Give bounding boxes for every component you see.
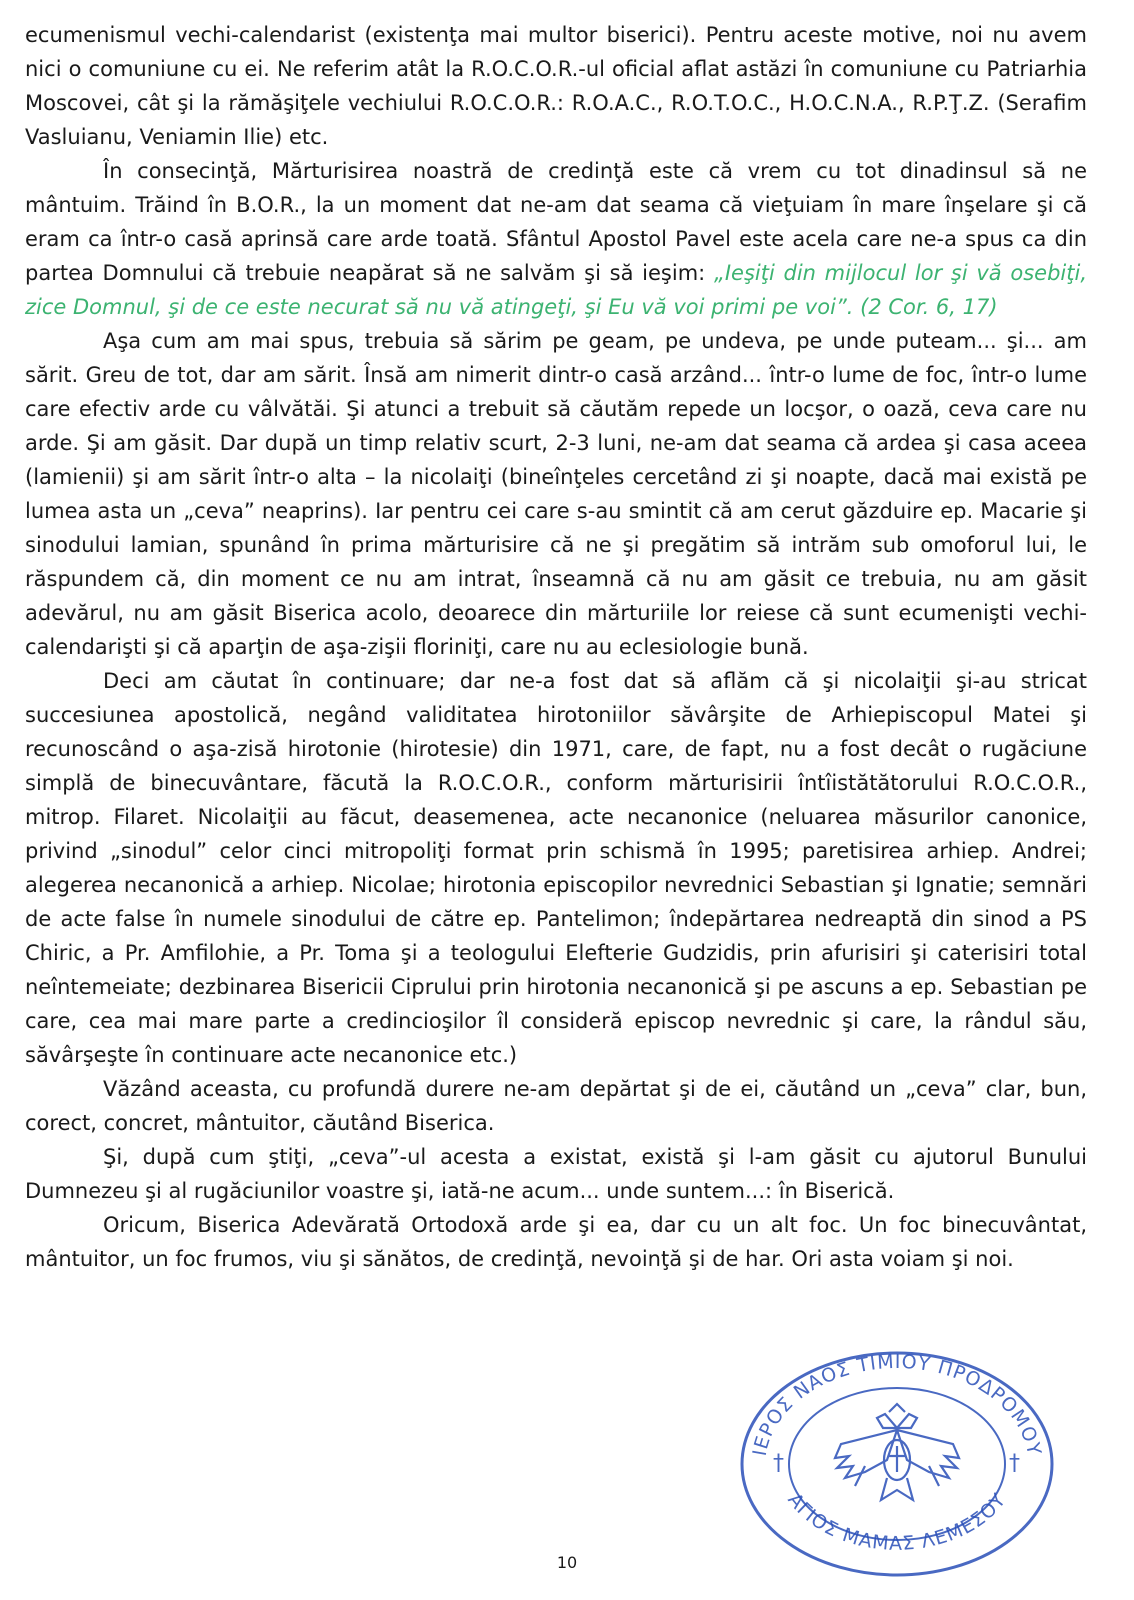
paragraph-1 (25, 18, 1087, 154)
stamp-inner-ring (789, 1388, 1005, 1540)
paragraph-3 (25, 324, 1087, 664)
paragraph-2 (25, 154, 1087, 324)
paragraph-3-text: Aşa cum am mai spus, trebuia să sărim pe geam, pe undeva, pe unde puteam... şi... am sărit. Greu de tot, dar am sărit. Însă am nimerit dintr-o casă arzând... într-o lume de foc, într-o lume care efectiv arde cu vâlvătăi. Şi atunci a trebuit să căutăm repede un locşor, o oază, ceva care nu arde. Şi am găsit. Dar după un timp relativ scurt, 2-3 luni, ne-am dat seama că ardea şi casa aceea (lamienii) şi am sărit într-o alta – la nicolaiţi (bineînţeles cercetând zi şi noapte, dacă mai există pe lumea asta un „ceva” neaprins). Iar pentru cei care s-au smintit că am cerut găzduire ep. Macarie şi sinodului lamian, spunând în prima mărturisire că ne şi pregătim să intrăm sub omoforul lui, le răspundem că, din moment ce nu am intrat, înseamnă că nu am găsit ce trebuia, nu am găsit adevărul, nu am găsit Biserica acolo, deoarece din mărturiile lor reiese că sunt ecumenişti vechi-calendarişti şi că aparţin de aşa-zişii floriniţi, care nu au eclesiologie bună. (25, 329, 1087, 659)
paragraph-4-text: Deci am căutat în continuare; dar ne-a fost dat să aflăm că şi nicolaiţii şi-au stricat succesiunea apostolică, negând validitatea hirotoniilor săvârşite de Arhiepiscopul Matei şi recunoscând o aşa-zisă hirotonie (hirotesie) din 1971, care, de fapt, nu a fost decât o rugăciune simplă de binecuvântare, făcută la R.O.C.O.R., conform mărturisirii întîistătătorului R.O.C.O.R., mitrop. Filaret. Nicolaiţii au făcut, deasemenea, acte necanonice (neluarea măsurilor canonice, privind „sinodul” celor cinci mitropoliţi format prin schismă în 1995; paretisirea arhiep. Andrei; alegerea necanonică a arhiep. Nicolae; hirotonia episcopilor nevrednici Sebastian şi Ignatie; semnări de acte false în numele sinodului de către ep. Pantelimon; îndepărtarea nedreaptă din sinod a PS Chiric, a Pr. Amfilohie, a Pr. Toma şi a teologului Elefterie Gudzidis, prin afurisiri şi caterisiri total neîntemeiate; dezbinarea Bisericii Ciprului prin hirotonia necanonică şi pe ascuns a ep. Sebastian pe care, cea mai mare parte a credincioşilor îl consideră episcop nevrednic şi care, la rândul său, săvârşeşte în continuare acte necanonice etc.) (25, 669, 1087, 1067)
paragraph-5 (25, 1072, 1087, 1140)
double-headed-eagle-icon (835, 1404, 959, 1500)
page-number: 10 (556, 1553, 578, 1572)
paragraph-6-text: Şi, după cum ştiţi, „ceva”-ul acesta a existat, există şi l-am găsit cu ajutorul Bunului Dumnezeu şi al rugăciunilor voastre şi, iată-ne acum... unde suntem...: în Biserică. (25, 1145, 1087, 1203)
paragraph-1-text: ecumenismul vechi-calendarist (existenţa mai multor biserici). Pentru aceste motive, noi nu avem nici o comuniune cu ei. Ne referim atât la R.O.C.O.R.-ul oficial aflat astăzi în comuniune cu Patriarhia Moscovei, cât şi la rămăşiţele vechiului R.O.C.O.R.: R.O.A.C., R.O.T.O.C., H.O.C.N.A., R.P.Ţ.Z. (Serafim Vasluianu, Veniamin Ilie) etc. (25, 23, 1087, 149)
stamp-right-cross-icon: † (1009, 1451, 1020, 1476)
document-body (25, 18, 1087, 1276)
church-seal-stamp (737, 1348, 1057, 1580)
stamp-top-text: ΙΕΡΟΣ ΝΑΟΣ ΤΙΜΙΟΥ ΠΡΟΔΡΟΜΟΥ (748, 1350, 1046, 1458)
stamp-outer-ring (742, 1350, 1052, 1575)
paragraph-7-text: Oricum, Biserica Adevărată Ortodoxă arde şi ea, dar cu un alt foc. Un foc binecuvântat, mântuitor, un foc frumos, viu şi sănătos, de credinţă, nevoinţă şi de har. Ori asta voiam şi noi. (25, 1213, 1087, 1271)
paragraph-4 (25, 664, 1087, 1072)
paragraph-2-text: În consecinţă, Mărturisirea noastră de credinţă este că vrem cu tot dinadinsul să ne mântuim. Trăind în B.O.R., la un moment dat ne-am dat seama că vieţuiam în mare înşelare şi că eram ca într-o casă aprinsă care arde toată. Sfântul Apostol Pavel este acela care ne-a spus ca din partea Domnului că trebuie neapărat să ne salvăm şi să ieşim: (25, 159, 1087, 285)
svg-text:ΙΕΡΟΣ ΝΑΟΣ ΤΙΜΙΟΥ ΠΡΟΔΡΟΜΟΥ (749, 1351, 1046, 1458)
paragraph-7 (25, 1208, 1087, 1276)
stamp-bottom-text: ΑΓΙΟΣ ΜΑΜΑΣ ΛΕΜΕΣΟΥ (783, 1489, 1011, 1555)
scripture-quote: „Ieşiţi din mijlocul lor şi vă osebiţi, zice Domnul, şi de ce este necurat să nu vă atingeţi, şi Eu vă voi primi pe voi”. (2 Cor. 6, 17) (25, 261, 1088, 319)
stamp-left-cross-icon: † (773, 1451, 784, 1476)
paragraph-6 (25, 1140, 1087, 1208)
svg-text:ΑΓΙΟΣ ΜΑΜΑΣ ΛΕΜΕΣΟΥ (783, 1489, 1010, 1555)
paragraph-5-text: Văzând aceasta, cu profundă durere ne-am depărtat şi de ei, căutând un „ceva” clar, bun, corect, concret, mântuitor, căutând Biserica. (25, 1077, 1087, 1135)
